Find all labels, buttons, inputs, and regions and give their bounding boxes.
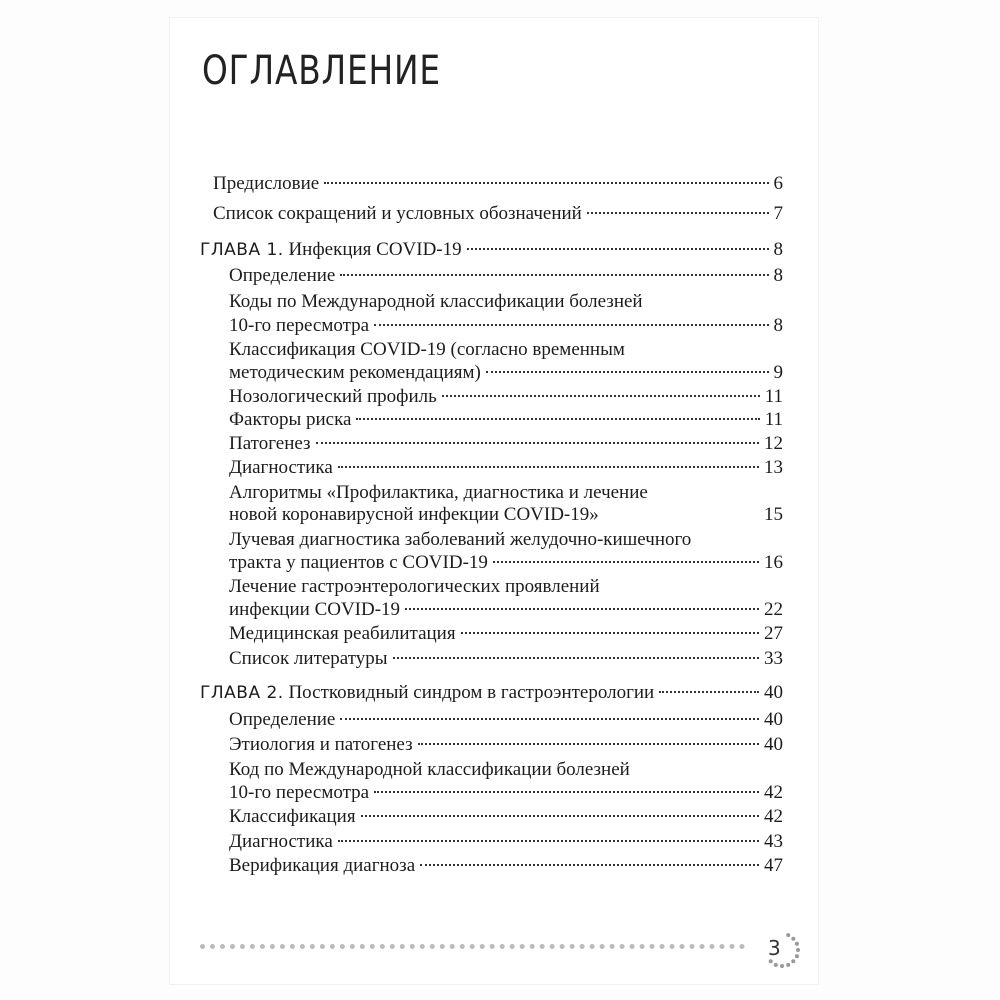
toc-entry-line: Классификация COVID-19 (согласно временным [229, 339, 625, 360]
leader-dots [340, 718, 759, 720]
toc-entry-page: 8 [773, 315, 783, 336]
toc-entry-text: тракта у пациентов с COVID-19 [229, 552, 488, 573]
toc-entry-page: 40 [764, 709, 783, 730]
toc-entry[interactable] [229, 805, 783, 829]
chapter-title: Инфекция COVID-19 [288, 239, 462, 260]
toc-entry-page: 42 [764, 806, 783, 827]
leader-dots [486, 371, 769, 373]
leader-dots [324, 182, 768, 184]
toc-entry-text: Список сокращений и условных обозначений [213, 203, 582, 224]
toc-entry[interactable] [229, 432, 783, 456]
toc-entry-page: 15 [764, 504, 783, 525]
toc-entry-page: 27 [764, 623, 783, 644]
page-number-text: 3 [768, 936, 781, 960]
footer-dot-line [200, 944, 745, 949]
toc-entry-page: 33 [764, 648, 783, 669]
leader-dots [316, 442, 759, 444]
toc-entry-line: Алгоритмы «Профилактика, диагностика и лечение [229, 482, 648, 503]
toc-entry-preface[interactable] [213, 172, 783, 196]
toc-entry[interactable] [229, 361, 783, 385]
toc-entry-page: 13 [764, 457, 783, 478]
toc-entry[interactable] [229, 854, 783, 878]
toc-entry-text: Диагностика [229, 831, 333, 852]
toc-entry-text: 10-го пересмотра [229, 315, 370, 336]
toc-entry-text: 10-го пересмотра [229, 782, 370, 803]
toc-chapter-1[interactable] [200, 238, 783, 262]
toc-entry-abbreviations[interactable] [213, 202, 783, 226]
leader-dots [340, 274, 768, 276]
toc-entry-text: Верификация диагноза [229, 855, 416, 876]
toc-entry-page: 40 [764, 734, 783, 755]
toc-entry[interactable] [229, 503, 783, 527]
toc-entry[interactable] [229, 551, 783, 575]
toc-entry-text: Предисловие [213, 173, 320, 194]
leader-dots [659, 691, 759, 693]
toc-entry[interactable] [229, 408, 783, 432]
toc-entry[interactable] [229, 622, 783, 646]
leader-dots [493, 561, 759, 563]
chapter-label: ГЛАВА 2. [200, 683, 284, 703]
leader-dots [356, 418, 759, 420]
toc-entry-page: 42 [764, 782, 783, 803]
toc-entry-page: 11 [764, 386, 783, 407]
leader-dots [338, 840, 759, 842]
toc-entry-page: 9 [773, 362, 783, 383]
leader-dots [361, 815, 759, 817]
chapter-label: ГЛАВА 1. [200, 240, 284, 260]
toc-entry-text: Определение [229, 265, 336, 286]
toc-entry-text: методическим рекомендациям) [229, 362, 481, 383]
toc-chapter-2[interactable] [200, 681, 783, 705]
toc-entry-page: 47 [764, 855, 783, 876]
leader-dots [461, 632, 759, 634]
toc-entry-text: Классификация [229, 806, 356, 827]
toc-entry-text: Диагностика [229, 457, 333, 478]
toc-entry[interactable] [229, 264, 783, 288]
leader-dots [418, 743, 759, 745]
leader-dots [374, 324, 768, 326]
toc-entry-page: 16 [764, 552, 783, 573]
toc-entry-text: Медицинская реабилитация [229, 623, 456, 644]
leader-dots [467, 248, 769, 250]
toc-entry[interactable] [229, 314, 783, 338]
toc-entry-line: Лучевая диагностика заболеваний желудочно-кишечного [229, 529, 692, 550]
toc-entry[interactable] [229, 385, 783, 409]
toc-entry[interactable] [229, 781, 783, 805]
toc-entry-text: инфекции COVID-19 [229, 599, 401, 620]
toc-entry-text: Список литературы [229, 648, 388, 669]
toc-entry[interactable] [229, 598, 783, 622]
toc-entry[interactable] [229, 456, 783, 480]
toc-entry-text: Патогенез [229, 433, 311, 454]
toc-entry-line: Код по Международной классификации болезней [229, 759, 630, 780]
toc-entry-text: Нозологический профиль [229, 386, 437, 407]
leader-dots [442, 395, 760, 397]
toc-entry[interactable] [229, 647, 783, 671]
toc-entry-text: новой коронавирусной инфекции COVID-19» [229, 504, 599, 525]
toc-title: ОГЛАВЛЕНИЕ [202, 48, 441, 94]
toc-entry-page: 11 [764, 409, 783, 430]
toc-entry-text: Определение [229, 709, 336, 730]
page-number [762, 930, 802, 970]
toc-entry-page: 7 [773, 203, 783, 224]
toc-entry-text: Факторы риска [229, 409, 352, 430]
toc-entry[interactable] [229, 733, 783, 757]
leader-dots [420, 864, 759, 866]
leader-dots [393, 657, 759, 659]
toc-entry-page: 8 [773, 239, 783, 260]
toc-entry-page: 12 [764, 433, 783, 454]
leader-dots [374, 791, 759, 793]
toc-entry[interactable] [229, 830, 783, 854]
toc-entry-text: Этиология и патогенез [229, 734, 413, 755]
toc-entry-page: 40 [764, 682, 783, 703]
toc-entry-page: 22 [764, 599, 783, 620]
toc-entry-page: 43 [764, 831, 783, 852]
toc-entry-line: Коды по Международной классификации болезней [229, 291, 643, 312]
chapter-title: Постковидный синдром в гастроэнтерологии [288, 682, 655, 703]
leader-dots [405, 608, 759, 610]
leader-dots [338, 466, 759, 468]
leader-dots [587, 212, 769, 214]
toc-entry-page: 8 [773, 265, 783, 286]
toc-entry[interactable] [229, 708, 783, 732]
toc-entry-page: 6 [773, 173, 783, 194]
toc-entry-line: Лечение гастроэнтерологических проявлений [229, 576, 600, 597]
